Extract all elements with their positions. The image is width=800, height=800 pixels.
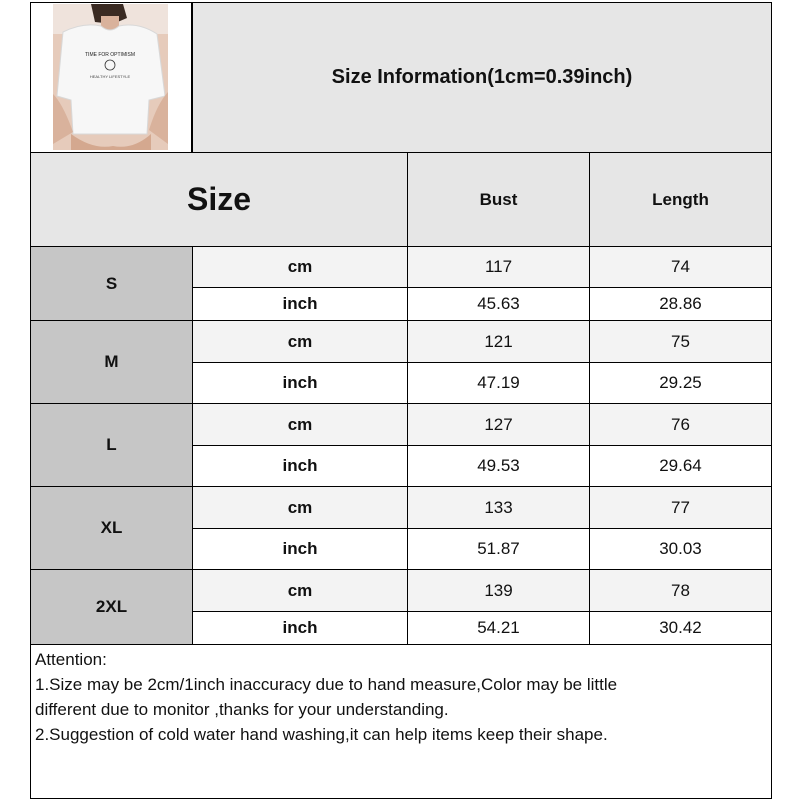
bust-cell: 47.19: [407, 362, 590, 404]
attention-notes: [30, 644, 772, 799]
length-cell: 28.86: [589, 287, 772, 321]
note-line: 1.Size may be 2cm/1inch inaccuracy due to hand measure,Color may be little: [35, 675, 618, 694]
column-header-size: Size: [30, 152, 408, 247]
length-cell: 29.64: [589, 445, 772, 487]
length-cell: 29.25: [589, 362, 772, 404]
size-label-l: L: [30, 403, 193, 487]
size-label-2xl: 2XL: [30, 569, 193, 645]
length-cell: 30.42: [589, 611, 772, 645]
unit-cell: cm: [192, 320, 408, 363]
length-cell: 78: [589, 569, 772, 612]
page-title: Size Information(1cm=0.39inch): [331, 66, 633, 88]
notes-heading: Attention:: [35, 650, 107, 669]
bust-cell: 51.87: [407, 528, 590, 570]
bust-cell: 133: [407, 486, 590, 529]
column-header-bust: Bust: [407, 152, 590, 247]
unit-cell: inch: [192, 611, 408, 645]
length-cell: 77: [589, 486, 772, 529]
bust-cell: 45.63: [407, 287, 590, 321]
note-line: different due to monitor ,thanks for your understanding.: [35, 700, 449, 719]
product-photo: [53, 4, 168, 150]
bust-cell: 54.21: [407, 611, 590, 645]
length-cell: 30.03: [589, 528, 772, 570]
length-cell: 75: [589, 320, 772, 363]
bust-cell: 139: [407, 569, 590, 612]
unit-cell: cm: [192, 486, 408, 529]
unit-cell: cm: [192, 403, 408, 446]
bust-cell: 127: [407, 403, 590, 446]
length-cell: 76: [589, 403, 772, 446]
bust-cell: 49.53: [407, 445, 590, 487]
bust-cell: 117: [407, 246, 590, 288]
shirt-print-top: TIME FOR OPTIMISM: [85, 52, 135, 58]
shirt-print-bottom: HEALTHY LIFESTYLE: [89, 74, 131, 79]
bust-cell: 121: [407, 320, 590, 363]
size-label-xl: XL: [30, 486, 193, 570]
length-cell: 74: [589, 246, 772, 288]
size-label-m: M: [30, 320, 193, 404]
unit-cell: cm: [192, 246, 408, 288]
note-line: 2.Suggestion of cold water hand washing,it can help items keep their shape.: [35, 725, 608, 744]
unit-cell: inch: [192, 287, 408, 321]
unit-cell: inch: [192, 362, 408, 404]
unit-cell: inch: [192, 445, 408, 487]
unit-cell: inch: [192, 528, 408, 570]
unit-cell: cm: [192, 569, 408, 612]
tshirt-model-image: [53, 4, 168, 150]
column-header-length: Length: [589, 152, 772, 247]
product-photo-cell: [30, 2, 192, 153]
size-info-title-cell: [192, 2, 772, 153]
size-label-s: S: [30, 246, 193, 321]
